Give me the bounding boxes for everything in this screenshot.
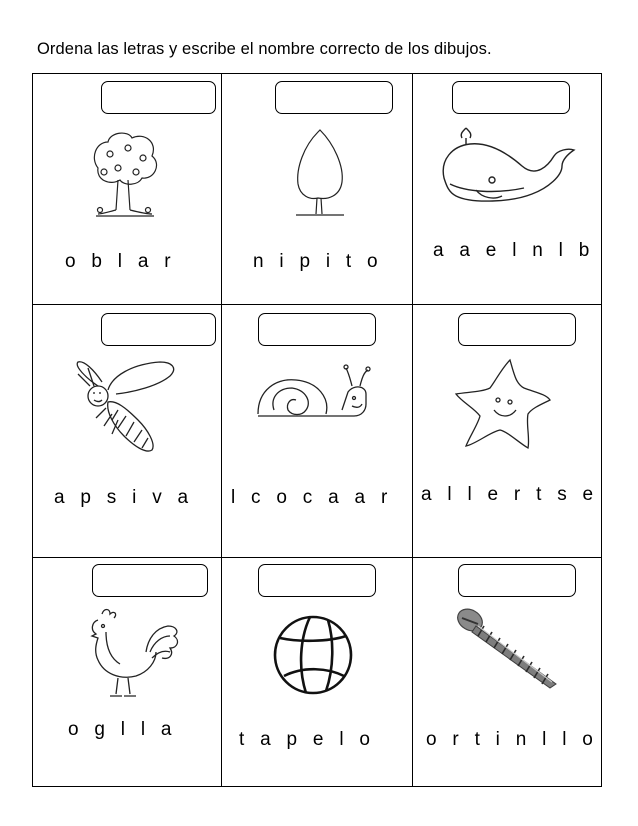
snail-icon: [256, 364, 374, 430]
answer-box-1[interactable]: [101, 81, 216, 114]
answer-box-9[interactable]: [458, 564, 576, 597]
ball-icon: [270, 612, 356, 698]
scrambled-letters-3: a a e l n l b: [433, 240, 590, 261]
whale-icon: [436, 126, 578, 212]
scrambled-letters-5: l c o c a a r: [231, 487, 388, 508]
starfish-icon: [452, 354, 552, 454]
scrambled-letters-6: a l l e r t s e: [421, 484, 594, 505]
scrambled-letters-4: a p s i v a: [54, 487, 189, 508]
instruction-text: Ordena las letras y escribe el nombre correcto de los dibujos.: [37, 40, 492, 58]
scrambled-letters-8: t a p e l o: [239, 729, 370, 750]
grid-divider: [412, 74, 413, 786]
answer-box-7[interactable]: [92, 564, 208, 597]
grid-divider: [33, 304, 601, 305]
scrambled-letters-2: n i p i t o: [253, 251, 378, 272]
answer-box-8[interactable]: [258, 564, 376, 597]
rooster-icon: [76, 606, 182, 706]
scrambled-letters-7: o g l l a: [68, 719, 172, 740]
tree-icon: [290, 126, 350, 218]
wasp-icon: [72, 356, 180, 458]
scrambled-letters-9: o r t i n l l o: [426, 729, 593, 750]
answer-box-6[interactable]: [458, 313, 576, 346]
answer-box-2[interactable]: [275, 81, 393, 114]
scrambled-letters-1: o b l a r: [65, 251, 171, 272]
answer-box-4[interactable]: [101, 313, 216, 346]
answer-box-3[interactable]: [452, 81, 570, 114]
tree-with-apples-icon: [88, 128, 162, 220]
screw-icon: [452, 604, 566, 690]
answer-box-5[interactable]: [258, 313, 376, 346]
grid-divider: [221, 74, 222, 786]
grid-divider: [33, 557, 601, 558]
